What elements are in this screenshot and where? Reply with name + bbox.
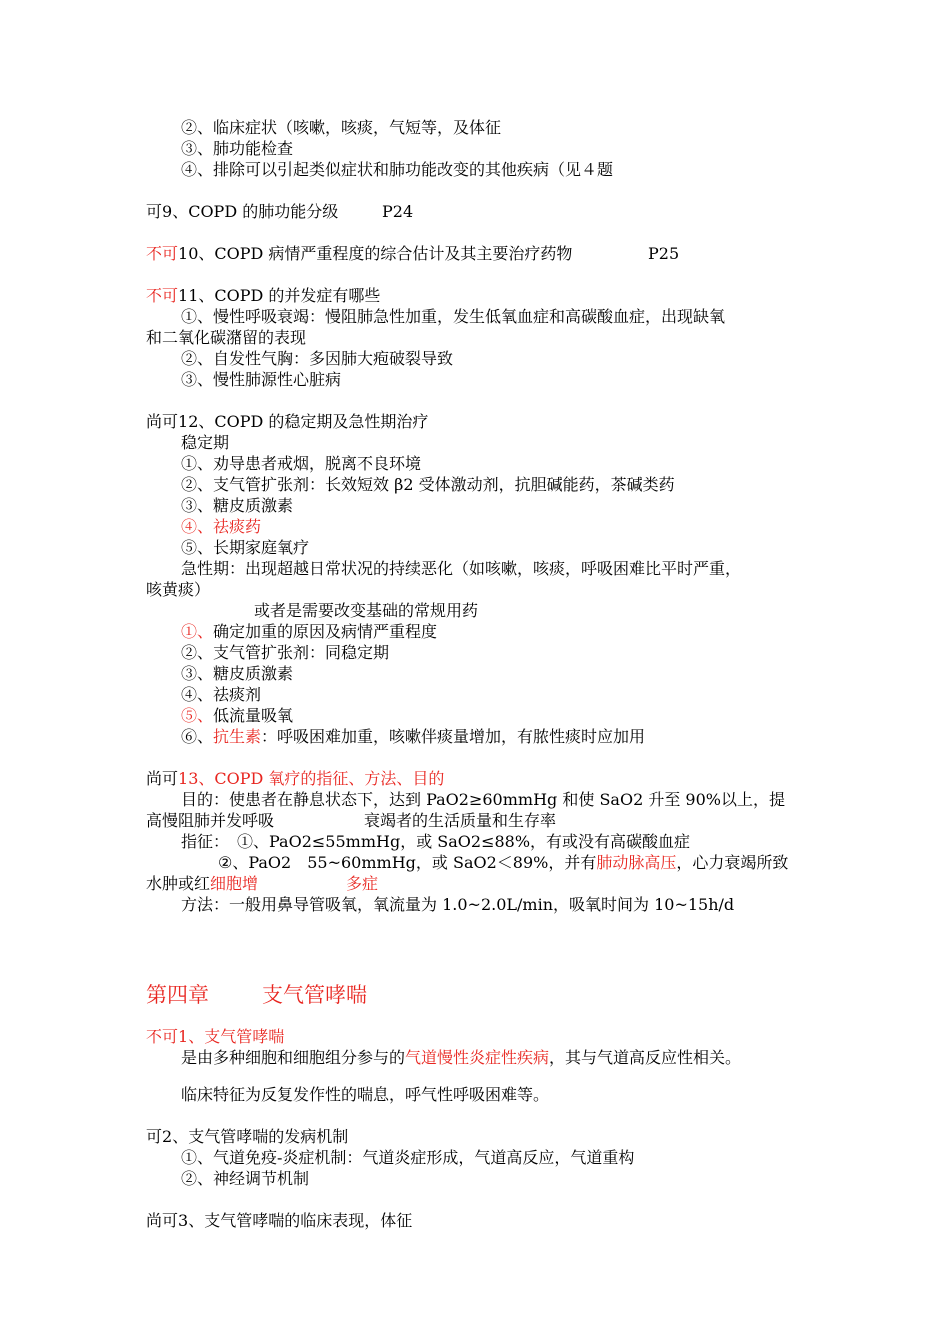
question-12-prefix: 尚可 <box>146 412 179 431</box>
oxygen-indication-2-tail: ，心力衰竭所致 <box>676 853 789 872</box>
asthma-question-2 <box>146 1126 348 1147</box>
asthma-features: 临床特征为反复发作性的喘息，呼气性呼吸困难等。 <box>181 1085 550 1104</box>
asthma-question-3-text: 3、支气管哮喘的临床表现，体征 <box>178 1211 413 1230</box>
acute-item-6 <box>181 726 645 747</box>
acute-item-1-mark: ①、 <box>181 622 214 641</box>
asthma-mechanism-1: ①、气道免疫-炎症机制：气道炎症形成，气道高反应，气道重构 <box>181 1148 635 1167</box>
question-12-text: 12、COPD 的稳定期及急性期治疗 <box>178 412 429 431</box>
diagnosis-item-3: ③、肺功能检查 <box>181 139 294 158</box>
asthma-definition-text: 是由多种细胞和细胞组分参与的 <box>181 1048 406 1067</box>
acute-item-3: ③、糖皮质激素 <box>181 664 294 683</box>
oxygen-purpose-line-2a: 高慢阻肺并发呼吸 <box>146 811 275 830</box>
oxygen-purpose-line-2b: 衰竭者的生活质量和生存率 <box>364 811 557 830</box>
asthma-question-2-text: 2、支气管哮喘的发病机制 <box>162 1127 349 1146</box>
acute-item-6-text: ：呼吸困难加重，咳嗽伴痰量增加，有脓性痰时应加用 <box>261 727 646 746</box>
oxygen-purpose-line-1: 目的：使患者在静息状态下，达到 PaO2≥60mmHg 和使 SaO2 升至 90%以上，提 <box>181 790 785 809</box>
asthma-question-1 <box>146 1026 284 1047</box>
asthma-definition-red: 气道慢性炎症性疾病 <box>405 1048 550 1067</box>
diagnosis-item-4: ④、排除可以引起类似症状和肺功能改变的其他疾病（见４题 <box>181 160 614 179</box>
stable-item-2: ②、支气管扩张剂：长效短效 β2 受体激动剂，抗胆碱能药，茶碱类药 <box>181 475 675 494</box>
question-13-prefix: 尚可 <box>146 769 179 788</box>
asthma-question-1-text: 1、支气管哮喘 <box>178 1027 285 1046</box>
oxygen-method: 方法：一般用鼻导管吸氧，氧流量为 1.0~2.0L/min，吸氧时间为 10~15h/d <box>181 895 735 914</box>
question-10-page: P25 <box>648 244 680 263</box>
acute-item-4: ④、祛痰剂 <box>181 685 262 704</box>
oxygen-indication-3-red2: 多症 <box>346 874 379 893</box>
complication-2: ②、自发性气胸：多因肺大疱破裂导致 <box>181 349 454 368</box>
oxygen-indication-2 <box>218 852 788 873</box>
acute-item-5-mark: ⑤、 <box>181 706 214 725</box>
stable-item-1: ①、劝导患者戒烟，脱离不良环境 <box>181 454 422 473</box>
question-12 <box>146 411 428 432</box>
asthma-definition-tail: ，其与气道高反应性相关。 <box>549 1048 742 1067</box>
question-13 <box>146 768 444 789</box>
acute-item-1 <box>181 621 437 642</box>
question-9 <box>146 201 338 222</box>
diagnosis-item-2: ②、临床症状（咳嗽，咳痰，气短等，及体征 <box>181 118 502 137</box>
acute-item-1-text: 确定加重的原因及病情严重程度 <box>213 622 438 641</box>
question-11 <box>146 285 380 306</box>
stable-item-3: ③、糖皮质激素 <box>181 496 294 515</box>
acute-phase-line-1: 急性期：出现超越日常状况的持续恶化（如咳嗽，咳痰，呼吸困难比平时严重， <box>181 559 742 578</box>
acute-item-5 <box>181 705 293 726</box>
question-9-text: 9、COPD 的肺功能分级 <box>162 202 339 221</box>
question-9-page: P24 <box>382 202 414 221</box>
stable-item-4: ④、祛痰药 <box>181 517 262 536</box>
complication-3: ③、慢性肺源性心脏病 <box>181 370 342 389</box>
oxygen-indication-3 <box>146 873 258 894</box>
chapter-number: 第四章 <box>146 983 209 1007</box>
question-11-prefix: 不可 <box>146 286 179 305</box>
acute-item-2: ②、支气管扩张剂：同稳定期 <box>181 643 390 662</box>
stable-item-5: ⑤、长期家庭氧疗 <box>181 538 310 557</box>
complication-1-cont: 和二氧化碳潴留的表现 <box>146 328 307 347</box>
asthma-question-3 <box>146 1210 412 1231</box>
asthma-definition <box>181 1047 741 1068</box>
question-13-text: 13、COPD 氧疗的指征、方法、目的 <box>178 769 445 788</box>
question-11-text: 11、COPD 的并发症有哪些 <box>178 286 381 305</box>
acute-item-6-antibiotic: 抗生素 <box>213 727 262 746</box>
asthma-question-2-prefix: 可 <box>146 1127 163 1146</box>
chapter-title: 支气管哮喘 <box>262 983 367 1007</box>
oxygen-indication-1: 指征： ①、PaO2≤55mmHg，或 SaO2≤88%，有或没有高碳酸血症 <box>181 832 691 851</box>
acute-item-5-text: 低流量吸氧 <box>213 706 294 725</box>
asthma-question-1-prefix: 不可 <box>146 1027 179 1046</box>
question-10-prefix: 不可 <box>146 244 179 263</box>
complication-1: ①、慢性呼吸衰竭：慢阻肺急性加重，发生低氧血症和高碳酸血症，出现缺氧 <box>181 307 726 326</box>
asthma-mechanism-2: ②、神经调节机制 <box>181 1169 310 1188</box>
acute-item-6-mark: ⑥、 <box>181 727 214 746</box>
stable-phase-title: 稳定期 <box>181 433 230 452</box>
question-10-text: 10、COPD 病情严重程度的综合估计及其主要治疗药物 <box>178 244 573 263</box>
oxygen-indication-2-text: ②、PaO2 55~60mmHg，或 SaO2＜89%，并有 <box>218 853 597 872</box>
acute-phase-line-2: 咳黄痰） <box>146 580 211 599</box>
oxygen-indication-3-red: 细胞增 <box>210 874 259 893</box>
acute-phase-line-3: 或者是需要改变基础的常规用药 <box>254 601 479 620</box>
asthma-question-3-prefix: 尚可 <box>146 1211 179 1230</box>
oxygen-indication-3-text: 水肿或红 <box>146 874 211 893</box>
oxygen-indication-2-red: 肺动脉高压 <box>596 853 677 872</box>
question-10 <box>146 243 572 264</box>
question-9-prefix: 可 <box>146 202 163 221</box>
